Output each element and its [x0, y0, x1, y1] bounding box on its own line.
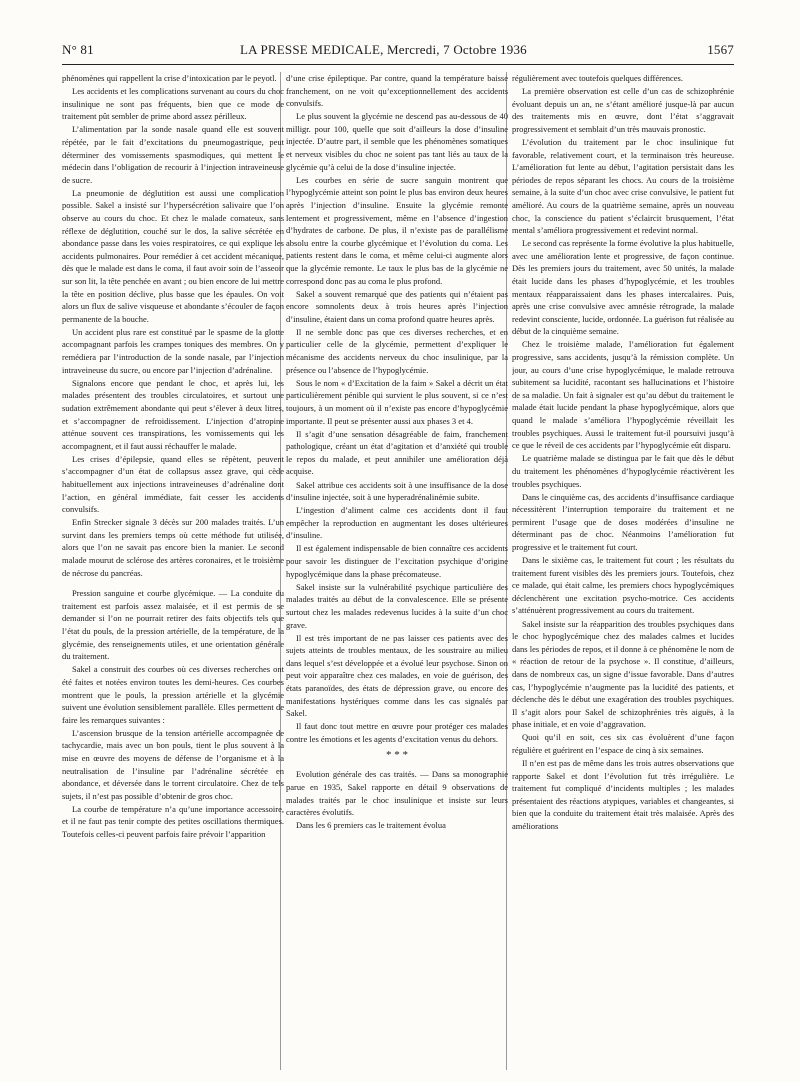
paragraph: Sakel attribue ces accidents soit à une insuffisance de la dose d’insuline injectée, soit à une hyperadrénalinémie subite.: [286, 479, 508, 503]
header-masthead: [240, 42, 527, 58]
paragraph: L’évolution du traitement par le choc insulinique fut favorable, relativement court, et la terminaison très heureuse. L’amélioration fut lente au début, l’agitation persistait dans les périodes de repos séparant les chocs. Au cours de la troisième semaine, à la suite d’un choc avec crise convulsive, le patient fut amélioré. Au cours de la quatrième semaine, après un nouveau choc, la conscience du patient s’éclaircit brusquement, l’état mental s’améliora progressivement et redevint normal.: [512, 136, 734, 236]
paragraph: Dans les 6 premiers cas le traitement évolua: [296, 820, 446, 831]
paragraph: Dans le sixième cas, le traitement fut court ; les résultats du traitement furent visibles dès les premiers jours. Toutefois, chez ce malade, qui était calme, les premiers chocs hypoglycémiques déclenchèrent une excitation psycho-motrice. Ces accidents s’atténuèrent progressivement au cours du traitement.: [512, 555, 734, 616]
paragraph: Les crises d’épilepsie, quand elles se répètent, peuvent s’accompagner d’un état de collapsus assez grave, qui cède habituellement aux injections intraveineuses d’adrénaline dont l’action, en général immédiate, fait cesser les accidents convulsifs.: [62, 453, 284, 515]
text-column-3: [512, 72, 734, 1072]
paragraph: L’ascension brusque de la tension artérielle accompagnée de tachycardie, mais avec un bon pouls, tient le plus souvent à la mise en œuvre des moyens de défense de l’organisme et à la neutralisation de l’insuline par l’adrénaline sécrétée en abondance, et déversée dans le torrent circulatoire. Chez de tels sujets, il n’est pas possible d’obtenir de gros choc.: [62, 727, 284, 801]
section-paragraph: Pression sanguine et courbe glycémique. — La conduite du traitement est parfois assez malaisée, et il est permis de se demander si l’on ne pourrait retirer des faits objectifs tels que l’état du pouls, de la pression artérielle, de la température, de la glycémie, des renseignements utiles, et une orientation générale du traitement.: [62, 588, 284, 662]
paragraph: La pneumonie de déglutition est aussi une complication possible. Sakel a insisté sur l’hypersécrétion salivaire que l’on observe au cours du choc. Et chez le malade comateux, sans réflexe de déglutition, couché sur le dos, la salive sécrétée en abondance passe dans les voies respiratoires, ce qui explique les accidents pulmonaires. Pour remédier à cet accident mécanique, dès que le malade est dans le coma, il faut avoir soin de l’asseoir sur son lit, la tête penchée en avant ; ou bien encore de lui mettre la tête en position déclive, plus basse que les épaules. On voit alors un flux de salive visqueuse et abondante s’écouler de façon permanente de la bouche.: [62, 187, 284, 324]
text-column-2: [286, 72, 508, 1072]
issue-number: N° 81: [62, 42, 94, 57]
paragraph: Sakel a construit des courbes où ces diverses recherches ont été faites et notées environ toutes les demi-heures. Ces courbes montrent que le pouls, la pression artérielle et la glycémie suivent une évolution sensiblement parallèle. Elles permettent de faire les remarques suivantes :: [62, 664, 284, 725]
issue-date: Mercredi, 7 Octobre 1936: [387, 42, 527, 57]
journal-title: LA PRESSE MEDICALE,: [240, 42, 384, 57]
paragraph: Il s’agit d’une sensation désagréable de faim, franchement pathologique, créant un état d’agitation et d’anxiété qui trouble le repos du malade, et peut annihiler une amélioration déjà acquise.: [286, 428, 508, 477]
header-rule: [62, 64, 734, 65]
paragraph: Le plus souvent la glycémie ne descend pas au-dessous de 40 milligr. pour 100, quelle que soit d’ailleurs la dose d’insuline injectée. D’autre part, il semble que les phénomènes somatiques et nerveux visibles du choc ne soient pas tant liés au taux de la glycémie qu’à celui de la dose d’insuline injectée.: [286, 111, 508, 172]
paragraph: Les accidents et les complications survenant au cours du choc insulinique ne sont pas fréquents, bien que ce mode de traitement pût sembler de prime abord assez périlleux.: [62, 86, 284, 122]
paragraph: d’une crise épileptique. Par contre, quand la température baisse franchement, on ne voit qu’exceptionnellement des accidents convulsifs.: [286, 73, 508, 109]
paragraph: Les courbes en série de sucre sanguin montrent que l’hypoglycémie atteint son point le plus bas environ deux heures après l’injection d’insuline. Ensuite la glycémie remonte lentement et progressivement, même en l’absence d’ingestion d’hydrates de carbone. De plus, il n’existe pas de parallélisme absolu entre la courbe glycémique et l’évolution du coma. Les patients restent dans le coma, et même celui-ci augmente alors que la glycémie remonte. Le taux le plus bas de la glycémie ne correspond donc pas au coma le plus profond.: [286, 174, 508, 286]
page-number: 1567: [707, 42, 734, 57]
paragraph: phénomènes qui rappellent la crise d’intoxication par le peyotl.: [62, 73, 277, 83]
paragraph: Il est très important de ne pas laisser ces patients avec des sujets atteints de troubles mentaux, de les soustraire au milieu dans lequel s’est développée et a évolué leur psychose. Sinon on peut voir apparaître chez ces malades, en voie de guérison, des états paranoïdes, des états de dépression grave, ou encore des manifestations hystériques comme dans les cas signalés par Sakel.: [286, 632, 508, 719]
paragraph: Il n’en est pas de même dans les trois autres observations que rapporte Sakel et dont l’évolution fut très irrégulière. Le traitement fut compliqué d’incidents multiples ; les malades présentaient des réactions atypiques, variables et changeantes, si bien que la conduite du traitement était très malaisée. Après des améliorations: [512, 758, 734, 832]
text-column-1: [62, 72, 284, 1072]
paragraph: Un accident plus rare est constitué par le spasme de la glotte accompagnant parfois les crampes toniques des membres. On y remédiera par l’introduction de la sonde nasale, par l’injection intraveineuse du sucre, ou encore par l’injection d’adrénaline.: [62, 326, 284, 375]
paragraph: régulièrement avec toutefois quelques différences.: [512, 73, 683, 83]
paragraph: Le quatrième malade se distingua par le fait que dès le début du traitement les phénomènes d’hypoglycémie réactivèrent les troubles psychiques.: [512, 453, 734, 489]
paragraph: La première observation est celle d’un cas de schizophrénie évoluant depuis un an, ne s’étant amélioré jusque-là par aucun des traitements mis en œuvre, dont l’état s’aggravait progressivement et semblait d’un très mauvais pronostic.: [512, 86, 734, 134]
paragraph: Le second cas représente la forme évolutive la plus habituelle, avec une amélioration lente et progressive, de façon continue. Dès les premiers jours du traitement, avec 50 unités, la malade était lucide dans les phases d’hypoglycémie, et les troubles mentaux réapparaissaient dans les phases intercalaires. Puis, après une crise convulsive avec amnésie rétrograde, la malade redevint consciente, lucide, ordonnée. La guérison fut réalisée au début de la cinquième semaine.: [512, 238, 734, 337]
paragraph: La courbe de température n’a qu’une importance accessoire, et il ne faut pas tenir compte des petites oscillations thermiques. Toutefois celles-ci peuvent parfois faire prévoir l’apparition: [62, 803, 284, 840]
paragraph: Sakel insiste sur la réapparition des troubles psychiques dans le choc hypoglycémique chez des malades calmes et lucides dans les périodes de repos, et il donne à ce phénomène le nom de « réaction de retour de la psychose ». Il constitue, d’ailleurs, dans de nombreux cas, un signe d’issue favorable. Dans d’autres cas, l’hypoglycémie n’augmente pas la lucidité des patients, et déclenche dès le début une exagération des troubles psychiques. Il s’agit alors pour Sakel de schizophrénies très aiguës, à la phase initiale, et en voie d’aggravation.: [512, 618, 734, 730]
section-separator: * * *: [386, 749, 408, 762]
paragraph: Il est également indispensable de bien connaître ces accidents pour savoir les distinguer de l’excitation psychique d’origine hypoglycémique dans la phase précomateuse.: [286, 543, 508, 579]
page-header: [62, 42, 734, 64]
paragraph: Signalons encore que pendant le choc, et après lui, les malades présentent des troubles circulatoires, et surtout une sudation extrêmement abondante qui peut s’élever à deux litres, et s’accompagner de refroidissement. L’injection d’atropine atténue souvent ces transpirations, les vomissements qui les accompagnent, et il faut aussi réchauffer le malade.: [62, 377, 284, 451]
paragraph: Sous le nom « d’Excitation de la faim » Sakel a décrit un état particulièrement pénible qui survient le plus souvent, si ce n’est toujours, à un moment où il n’existe pas encore d’hypoglycémie importante. Il peut se présenter aussi aux phases 3 et 4.: [286, 377, 508, 426]
paragraph: Sakel insiste sur la vulnérabilité psychique particulière des malades traités au début de la convalescence. Elle se présente surtout chez les malades redevenus lucides à la suite d’un choc grave.: [286, 581, 508, 630]
paragraph: L’alimentation par la sonde nasale quand elle est souvent répétée, par le fait d’excitations du pneumogastrique, peut déterminer des vomissements spasmodiques, qui mettent le médecin dans l’obligation de recourir à l’injection intraveineuse de sucre.: [62, 124, 284, 185]
paragraph: Quoi qu’il en soit, ces six cas évoluèrent d’une façon régulière et guérirent en l’espace de cinq à six semaines.: [512, 732, 734, 755]
paragraph: Il ne semble donc pas que ces diverses recherches, et en particulier celle de la glycémie, permettent d’expliquer le mécanisme des accidents nerveux du choc insulinique, par la présence ou l’absence de l’hypoglycémie.: [286, 326, 508, 375]
paragraph: Il faut donc tout mettre en œuvre pour protéger ces malades contre les émotions et les agents d’excitation venus du dehors.: [286, 721, 508, 744]
paragraph: Dans le cinquième cas, des accidents d’insuffisance cardiaque nécessitèrent l’interruption temporaire du traitement et ne permirent l’usage que de doses modérées d’insuline ne déterminant pas de choc. Néanmoins l’amélioration fut progressive et le traitement fut court.: [512, 491, 734, 552]
paragraph: Chez le troisième malade, l’amélioration fut également progressive, sans accidents, jusqu’à la rémission complète. Un jour, au cours d’une crise hypoglycémique, le malade retrouva subitement sa lucidité, racontant ses hallucinations et l’histoire de sa maladie. Un fait à signaler est qu’au début du traitement le malade était lucide pendant la phase hypoglycémique, alors que quand le malade s’améliora l’hypoglycémie réveillait les troubles psychiques. Aussi le traitement fut-il poursuivi jusqu’à ce que le réveil de ces accidents par l’hypoglycémie eût disparu.: [512, 339, 734, 451]
paragraph: L’ingestion d’aliment calme ces accidents dont il faut empêcher la reproduction en augmentant les doses ultérieures d’insuline.: [286, 505, 508, 541]
section-paragraph: Evolution générale des cas traités. — Dans sa monographie parue en 1935, Sakel rapporte en détail 9 observations de malades traités par le choc insulinique et insiste sur leurs caractères évolutifs.: [286, 769, 508, 818]
paragraph: Sakel a souvent remarqué que des patients qui n’étaient pas encore somnolents deux à trois heures après l’injection d’insuline, étaient dans un coma profond quatre heures après.: [286, 288, 508, 324]
paragraph: Enfin Strecker signale 3 décès sur 200 malades traités. L’un survint dans les premiers temps où cette méthode fut utilisée, alors que l’on ne savait pas encore bien la manier. Le second malade mourut de sclérose des artères coronaires, et le troisième de nécrose du pancréas.: [62, 517, 284, 578]
